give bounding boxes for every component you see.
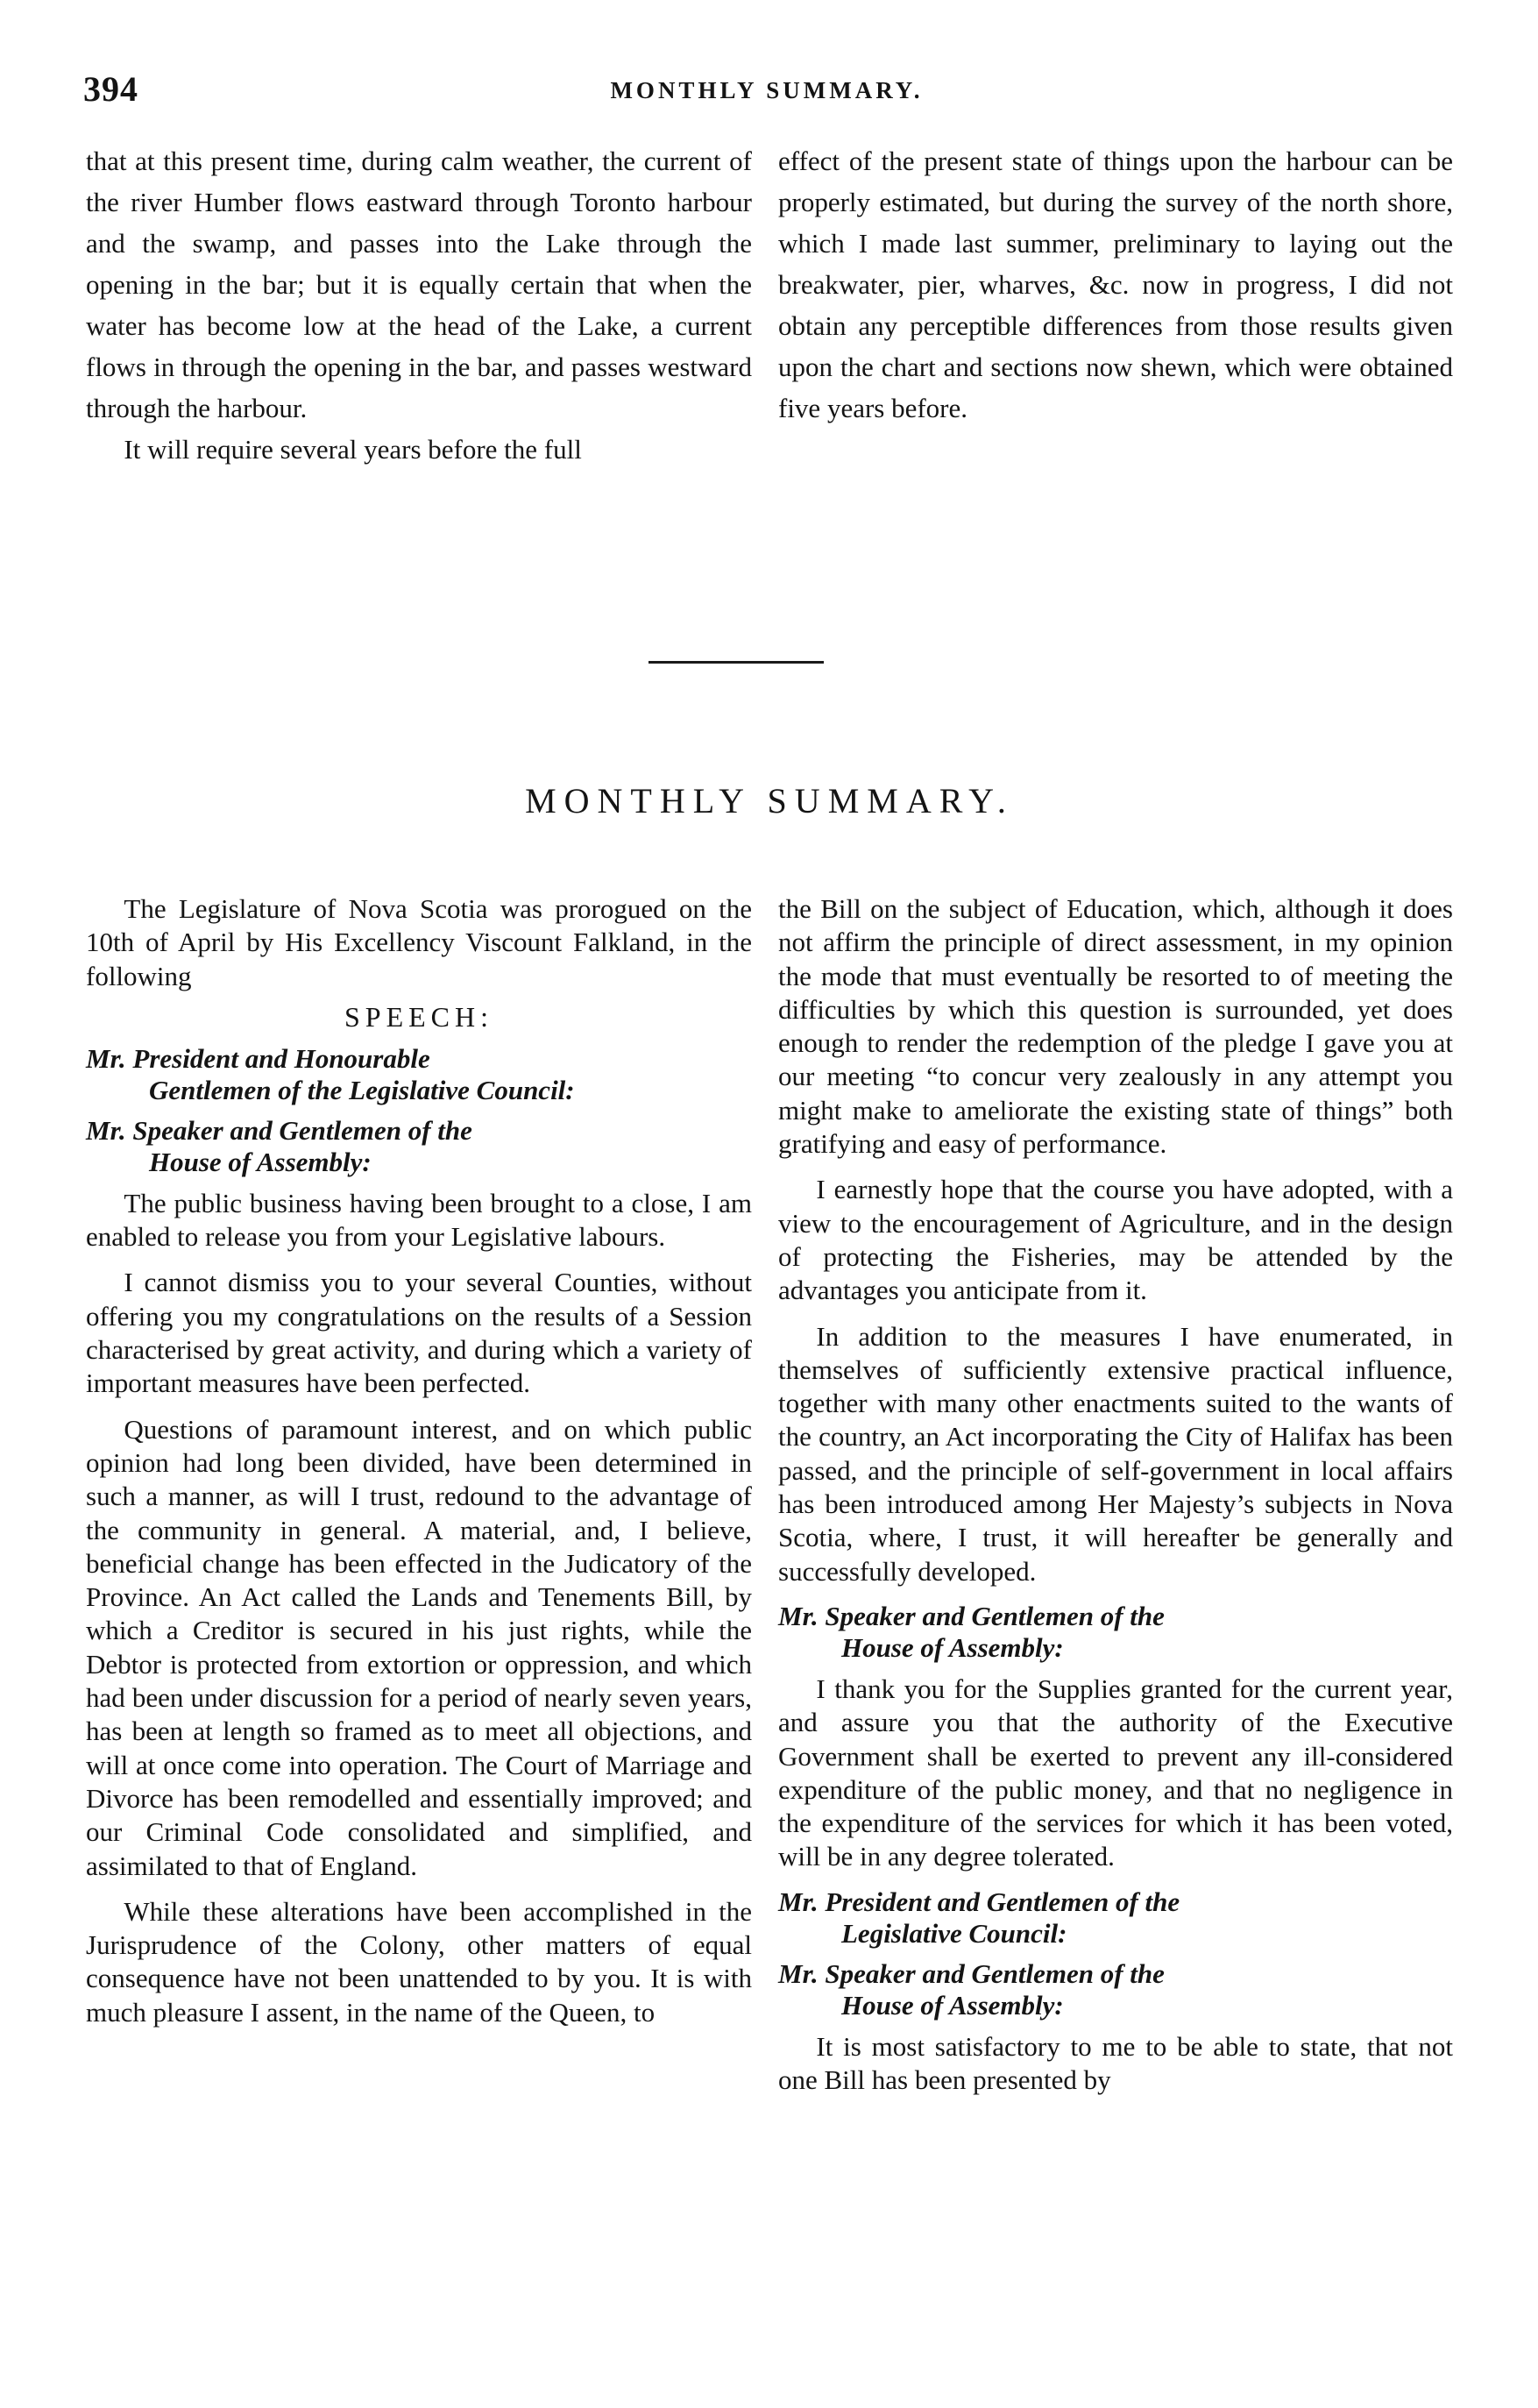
salutation-house-of-assembly <box>86 1115 752 1178</box>
salutation-line: Mr. Speaker and Gentlemen of the <box>778 1600 1165 1631</box>
salutation-line: House of Assembly: <box>841 1989 1064 2021</box>
salutation-line: Mr. President and Honourable <box>86 1042 430 1074</box>
continued-paragraph: the Bill on the subject of Education, which, although it does not affirm the principle of direct assessment, in my opinion the mode that must eventually be resorted to of meeting the difficulties by which this question is surrounded, yet does enough to render the redemption of the pledge I gave you at our meeting “to concur very zealously in any attempt you might make to ameliorate the existing state of things” both gratifying and easy of performance. <box>778 893 1453 1160</box>
salutation-line: Mr. Speaker and Gentlemen of the <box>778 1957 1165 1989</box>
section-divider <box>649 661 824 664</box>
paragraph: While these alterations have been accomplished in the Jurisprudence of the Colony, other matters of equal consequence have not been unattended to by you. It is with much pleasure I assent, in the name of the Queen, to <box>86 1895 752 2028</box>
paragraph: I cannot dismiss you to your several Counties, without offering you my congratulations on the results of a Session characterised by great activity, and during which a variety of important measures have been perfected. <box>86 1267 752 1399</box>
section-title: MONTHLY SUMMARY. <box>525 781 1014 820</box>
paragraph: It is most satisfactory to me to be able to state, that not one Bill has been presented by <box>778 2030 1453 2096</box>
page-number: 394 <box>83 69 138 109</box>
intro-paragraph: The Legislature of Nova Scotia was prorogued on the 10th of April by His Excellency Viscount Falkland, in the following <box>86 893 752 991</box>
paragraph: I thank you for the Supplies granted for the current year, and assure you that the authority of the Executive Government shall be exerted to prevent any ill-considered expenditure of the public money, and that no negligence in the expenditure of the services for which it has been voted, will be in any degree tolerated. <box>778 1673 1453 1872</box>
running-head <box>83 68 1450 112</box>
continued-paragraph: that at this present time, during calm weather, the current of the river Humber flows eastward through Toronto harbour and the swamp, and passes into the Lake through the opening in the bar; but it is equally certain that when the water has become low at the head of the Lake, a current flows in through the opening in the bar, and passes westward through the harbour. <box>86 146 752 423</box>
top-left-column <box>86 140 752 470</box>
paragraph: I earnestly hope that the course you have adopted, with a view to the encouragement of Agriculture, and in the design of protecting the Fisheries, may be attended by the advantages you anticipate from it. <box>778 1174 1453 1306</box>
salutation-house-of-assembly <box>778 1601 1453 1664</box>
speech-heading: SPEECH: <box>344 1000 494 1033</box>
continued-paragraph: effect of the present state of things upon the harbour can be properly estimated, but during the survey of the north shore, which I made last summer, preliminary to laying out the breakwater, pier, wharves, &c. now in progress, I did not obtain any perceptible differences from those results given upon the chart and sections now shewn, which were obtained five years before. <box>778 146 1453 423</box>
top-right-column <box>778 140 1453 429</box>
paragraph: The public business having been brought to a close, I am enabled to release you from your Legislative labours. <box>86 1187 752 1253</box>
salutation-line: House of Assembly: <box>841 1631 1064 1663</box>
salutation-house-of-assembly <box>778 1958 1453 2021</box>
salutation-legislative-council <box>778 1886 1453 1950</box>
paragraph: Questions of paramount interest, and on which public opinion had long been divided, have been determined in such a manner, as will I trust, redound to the advantage of the community in general. A material, and, I believe, beneficial change has been effected in the Judicatory of the Province. An Act called the Lands and Tenements Bill, by which a Creditor is secured in his just rights, while the Debtor is protected from extortion or oppression, and which had been under discussion for a period of nearly seven years, has been at length so framed as to meet all objections, and will at once come into operation. The Court of Marriage and Divorce has been remodelled and essentially improved; and our Criminal Code consolidated and simplified, and assimilated to that of England. <box>86 1413 752 1881</box>
left-column <box>86 892 752 2042</box>
salutation-line: Legislative Council: <box>841 1917 1067 1949</box>
paragraph: In addition to the measures I have enumerated, in themselves of sufficiently extensive practical influence, together with many other enactments suited to the wants of the country, an Act incorporating the City of Halifax has been passed, and the principle of self-government in local affairs has been introduced among Her Majesty’s subjects in Nova Scotia, where, I trust, it will hereafter be generally and successfully developed. <box>778 1320 1453 1587</box>
paragraph: It will require several years before the full <box>124 434 582 465</box>
salutation-line: Gentlemen of the Legislative Council: <box>149 1074 575 1105</box>
salutation-line: House of Assembly: <box>149 1146 372 1177</box>
salutation-legislative-council <box>86 1043 752 1106</box>
salutation-line: Mr. President and Gentlemen of the <box>778 1886 1180 1917</box>
running-title: MONTHLY SUMMARY. <box>610 77 924 103</box>
right-column <box>778 892 1453 2109</box>
salutation-line: Mr. Speaker and Gentlemen of the <box>86 1114 472 1146</box>
